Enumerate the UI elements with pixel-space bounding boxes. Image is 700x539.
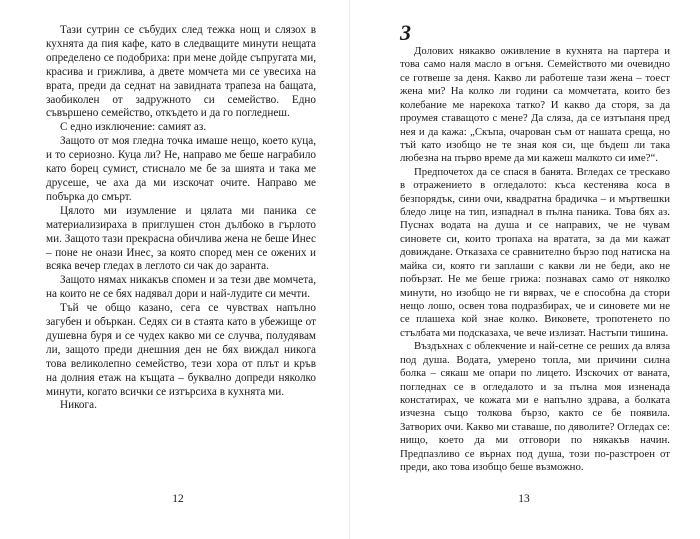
left-page-text [46, 24, 316, 413]
paragraph: Никога. [60, 399, 97, 412]
paragraph: Цялото ми изумление и цялата ми паника се материализираха в приглушен стон дълбоко в гърлото ми. Защото тази прекрасна обичлива жена не беше Инес – поне не онази Инес, за която според мен се ожених и всяка вечер гледах в леглото си чак до заранта. [46, 204, 316, 273]
paragraph: Въздъхнах с облекчение и най-сетне се реших да вляза под душа. Водата, умерено топла, ми причини силна болка – сякаш ме опари по лицето. Изскочих от ваната, погледнах се в огледалото и за пълна моя изненада констатирах, че кожата ми е напълно здрава, а болката изчезна също толкова бързо, както се бе появила. Затворих очи. Какво ми ставаше, по дяволите? Огледах се: нищо, което да ми отговори по някакъв начин. Предпазливо се върнах под душа, този по-разстроен от преди, ако това изобщо беше възможно. [400, 340, 670, 474]
paragraph: Тъй че общо казано, сега се чувствах напълно загубен и объркан. Седях си в стаята като в убежище от душевна буря и се чудех какво ми се случва, полудявам ли, защото преди днешния ден не бях виждал никога това великолепно семейство, тези хора от плът и кръв на долния етаж на къщата – буквално допреди няколко минути, когато всички се изтърсиха в кухнята ми. [46, 302, 316, 398]
paragraph: Долових някакво оживление в кухнята на партера и това само наля масло в огъня. Семейството ми очевидно се готвеше за деня. Какво ли работеше тази жена – тоест жена ми? На колко ли години са момчетата, които без колебание ме нарекоха татко? И какво да сторя, за да проумея ставащото с мене? Да сляза, да се изтъпаня пред нея и да кажа: „Скъпа, очарован съм от нашата среща, но тъй като изобщо не те зная коя си, ще бъдеш ли така любезна на първо време да ми кажеш малкото си име?“. [400, 45, 670, 165]
paragraph: Тази сутрин се събудих след тежка нощ и слязох в кухнята да пия кафе, като в следващите минути нещата определено се подобриха: при мене дойде съпругата ми, красива и грижлива, а двете момчета ми се увесиха на врата, преди да седнат на завидната трапеза на бащата, заобиколен от задружното си семейство. Едно съвършено семейство, откъдето и да го погледнеш. [46, 24, 316, 120]
paragraph: С едно изключение: самият аз. [60, 121, 207, 134]
page-number: 12 [172, 493, 184, 505]
paragraph: Защото от моя гледна точка имаше нещо, което куца, и то сериозно. Куца ли? Не, направо ме беше награбило като борец сумист, стиснало ме бе за шията и така ме друсеше, че аха да ми изскочат очите. Направо ме побърка до смърт. [46, 135, 316, 203]
paragraph: Защото нямах никакъв спомен и за тези две момчета, на които не се бях надявал дори и най-лудите си мечти. [46, 274, 316, 301]
right-page [350, 0, 700, 539]
paragraph: Предпочетох да се спася в банята. Вгледах се трескаво в отражението в огледалото: къса кестенява коса в безпорядък, сини очи, квадратна брадичка – и мъртвешки бледо лице на тип, изпаднал в пълна паника. Това бях аз. Пуснах водата на душа и се направих, че не чувам синовете си, които тропаха на вратата, за да ми кажат довиждане. Отказаха се сравнително бързо под натиска на майка си, която ги заплаши с какви ли не беди, ако не побързат. Не ме беше грижа: познавах само от няколко минути, но изобщо не ги вярвах, че е способна да стори нещо лошо, освен това подразбирах, че и синовете ми не се плашеха кой знае колко. Виковете, тропотенето по стълбата ми подсказаха, че вече излизат. Настъпи тишина. [400, 165, 670, 339]
page-number: 13 [518, 493, 530, 505]
chapter-number: 3 [400, 20, 411, 45]
right-page-text [400, 45, 670, 475]
